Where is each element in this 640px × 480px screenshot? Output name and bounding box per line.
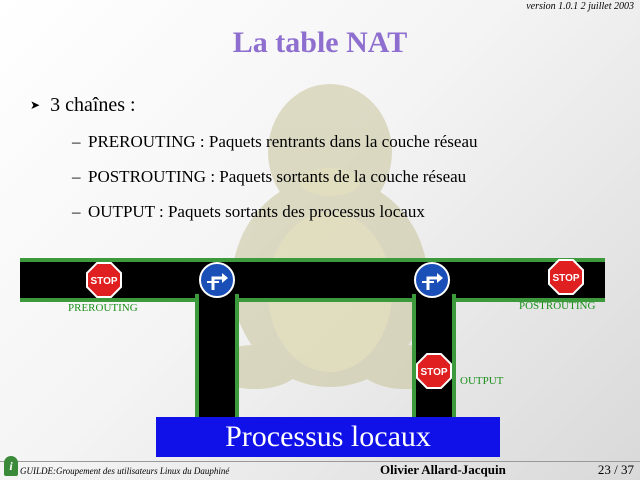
svg-text:STOP: STOP xyxy=(420,367,448,378)
postrouting-label: POSTROUTING xyxy=(519,300,596,312)
bullet-main-text: 3 chaînes : xyxy=(50,93,136,116)
list-item: – POSTROUTING : Paquets sortants de la couche réseau xyxy=(72,167,467,186)
dash-icon: – xyxy=(72,132,81,151)
list-item: – PREROUTING : Paquets rentrants dans la couche réseau xyxy=(72,132,478,151)
output-label: OUTPUT xyxy=(460,375,504,387)
footer-org: GUILDE:Groupement des utilisateurs Linux du Dauphiné xyxy=(20,466,230,476)
page-number: 23 / 37 xyxy=(597,462,634,477)
slide-title: La table NAT xyxy=(232,26,408,59)
guilde-logo-icon: i xyxy=(4,456,18,476)
direction-sign-icon xyxy=(200,263,234,297)
direction-sign-icon xyxy=(415,263,449,297)
footer-author: Olivier Allard-Jacquin xyxy=(380,462,506,477)
stop-sign-icon xyxy=(87,263,121,297)
stop-sign-icon xyxy=(417,354,451,388)
prerouting-label: PREROUTING xyxy=(68,302,138,314)
stop-sign-icon xyxy=(549,260,583,294)
dash-icon: – xyxy=(72,202,81,221)
svg-text:STOP: STOP xyxy=(90,276,118,287)
footer-divider xyxy=(0,461,640,462)
arrowhead-bullet-icon: ➤ xyxy=(30,97,41,112)
version-info: version 1.0.1 2 juillet 2003 xyxy=(526,1,634,12)
local-processes-box: Processus locaux xyxy=(156,417,500,457)
dash-icon: – xyxy=(72,167,81,186)
svg-text:STOP: STOP xyxy=(552,273,580,284)
list-item: – OUTPUT : Paquets sortants des processus locaux xyxy=(72,202,425,221)
